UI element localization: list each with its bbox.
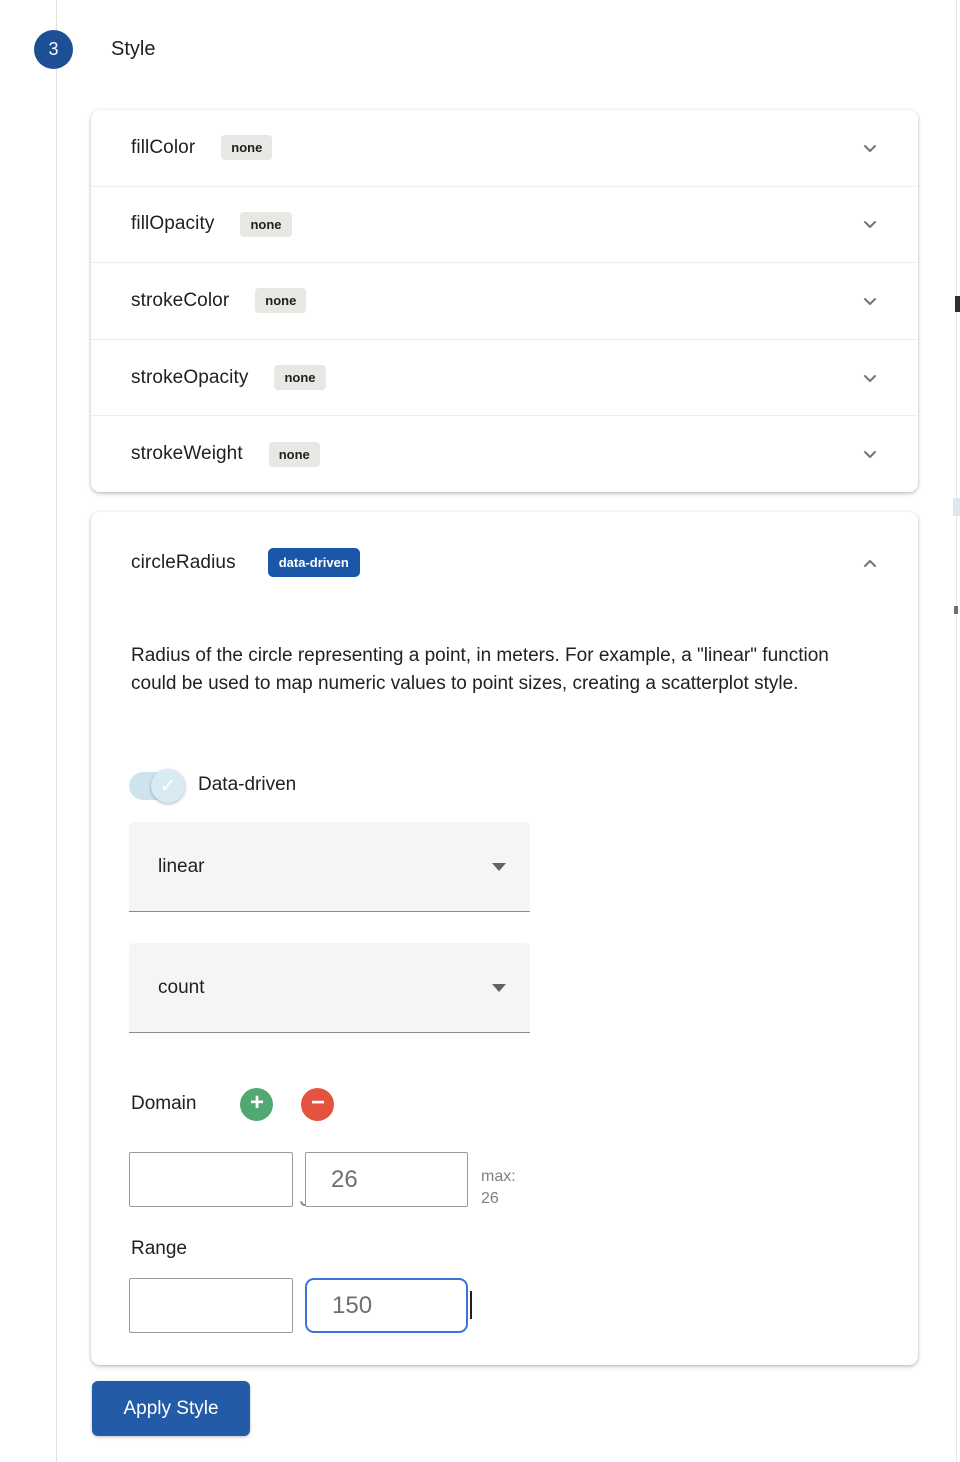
toggle-thumb-check-icon: [151, 769, 185, 803]
range-max-input[interactable]: [305, 1278, 468, 1333]
stepper-rail: [56, 0, 57, 1462]
strokecolor-badge: none: [255, 288, 306, 313]
add-domain-stop-button[interactable]: [240, 1088, 273, 1121]
chevron-down-icon[interactable]: [858, 212, 882, 236]
data-field-select[interactable]: [129, 943, 530, 1033]
check-icon: ✓: [160, 775, 176, 797]
data-field-value: count: [158, 976, 205, 998]
fillcolor-label: fillColor: [131, 136, 196, 158]
circle-radius-card: [91, 512, 918, 1365]
strokecolor-label: strokeColor: [131, 289, 230, 311]
range-inputs-row: [129, 1278, 468, 1333]
row-strokeweight[interactable]: [91, 416, 918, 492]
data-driven-toggle[interactable]: [129, 772, 182, 800]
dropdown-arrow-icon: [492, 863, 506, 871]
domain-inputs-row: [129, 1152, 516, 1210]
chevron-down-icon[interactable]: [858, 366, 882, 390]
row-fillopacity[interactable]: [91, 187, 918, 264]
text-cursor: [470, 1291, 472, 1319]
strokeweight-label: strokeWeight: [131, 443, 243, 465]
domain-label: Domain: [131, 1093, 197, 1114]
dropdown-arrow-icon: [492, 984, 506, 992]
fillcolor-badge: none: [221, 135, 272, 160]
strokeweight-badge: none: [269, 442, 320, 467]
circle-radius-header[interactable]: [131, 548, 882, 577]
max-hint-line2: 26: [481, 1190, 499, 1207]
max-hint-line1: max:: [481, 1168, 516, 1185]
domain-row: [131, 1084, 334, 1124]
minus-icon: −: [310, 1089, 325, 1116]
clipped-content-mark: [953, 498, 960, 516]
step-number-badge: [34, 30, 73, 69]
domain-max-hint: [481, 1166, 516, 1210]
remove-domain-stop-button[interactable]: [301, 1088, 334, 1121]
step-header: [34, 30, 155, 69]
row-strokecolor[interactable]: [91, 263, 918, 340]
data-driven-toggle-label: Data-driven: [198, 774, 297, 795]
circle-radius-description: Radius of the circle representing a point, in meters. For example, a "linear" function could be used to map numeric values to point sizes, creating a scatterplot style.: [131, 645, 829, 694]
style-properties-card: [91, 110, 918, 492]
chevron-up-icon[interactable]: [858, 551, 882, 575]
strokeopacity-badge: none: [274, 365, 325, 390]
apply-style-button[interactable]: Apply Style: [92, 1381, 250, 1436]
fillopacity-badge: none: [240, 212, 291, 237]
data-driven-toggle-row: [129, 770, 296, 800]
clipped-content-mark: [954, 606, 958, 614]
adjacent-panel-edge: [956, 0, 957, 1462]
strokeopacity-label: strokeOpacity: [131, 366, 249, 388]
range-min-input[interactable]: [129, 1278, 293, 1333]
chevron-down-icon[interactable]: [858, 442, 882, 466]
range-label: Range: [131, 1238, 187, 1259]
domain-min-input[interactable]: [129, 1152, 293, 1207]
fillopacity-label: fillOpacity: [131, 213, 215, 235]
plus-icon: +: [249, 1089, 264, 1116]
step-title: Style: [111, 38, 156, 60]
chevron-down-icon[interactable]: [858, 289, 882, 313]
clipped-content-mark: [955, 296, 960, 312]
domain-max-input[interactable]: [305, 1152, 468, 1207]
step-number: 3: [48, 39, 59, 59]
circle-radius-label: circleRadius: [131, 551, 236, 573]
chevron-down-icon[interactable]: [858, 136, 882, 160]
function-type-select[interactable]: [129, 822, 530, 912]
function-type-value: linear: [158, 855, 205, 877]
row-fillcolor[interactable]: [91, 110, 918, 187]
row-strokeopacity[interactable]: [91, 340, 918, 417]
data-driven-badge: data-driven: [268, 548, 360, 577]
